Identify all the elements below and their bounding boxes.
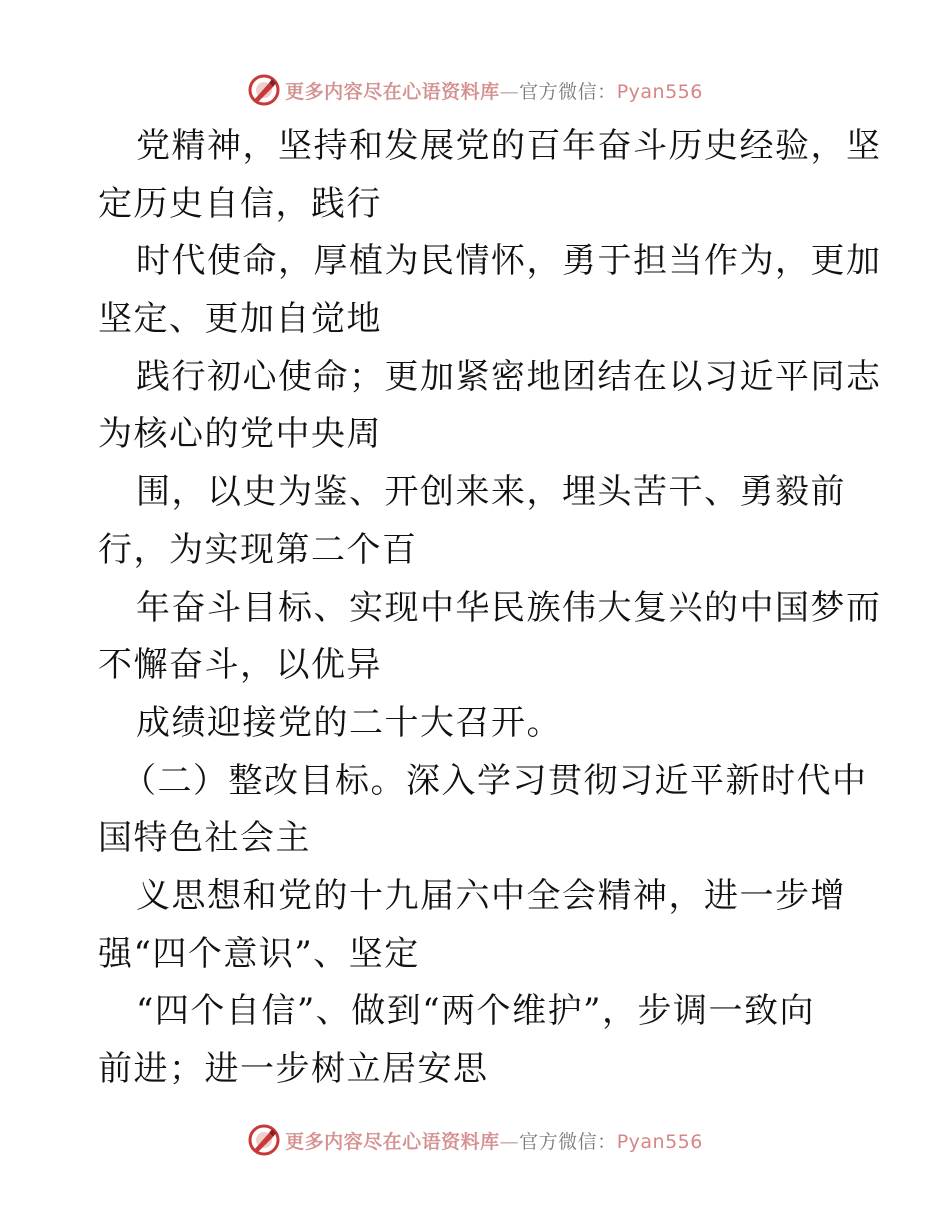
header-banner-id: Pyan556 — [616, 80, 703, 103]
body-line: 行，为实现第二个百 — [98, 529, 418, 570]
footer-banner-id: Pyan556 — [616, 1130, 703, 1153]
header-banner-text — [285, 77, 703, 104]
pen-logo-icon — [247, 1123, 281, 1157]
body-line: 强“四个意识”、坚定 — [98, 933, 420, 974]
body-line: 党精神，坚持和发展党的百年奋斗历史经验，坚 — [136, 126, 882, 166]
body-line: （二）整改目标。深入学习贯彻习近平新时代中 — [122, 760, 868, 801]
body-line: 时代使命，厚植为民情怀，勇于担当作为，更加 — [136, 241, 882, 282]
body-line: 围，以史为鉴、开创来来，埋头苦干、勇毅前 — [136, 472, 846, 513]
body-line: 前进；进一步树立居安思 — [98, 1049, 489, 1089]
footer-banner-text — [285, 1127, 703, 1154]
header-banner-name: 更多内容尽在心语资料库 — [285, 80, 500, 103]
header-banner — [0, 70, 950, 110]
body-line: 国特色社会主 — [98, 818, 311, 859]
body-line: 不懈奋斗，以优异 — [98, 645, 382, 686]
footer-banner — [0, 1120, 950, 1160]
body-line: 年奋斗目标、实现中华民族伟大复兴的中国梦而 — [136, 587, 882, 628]
body-line: 坚定、更加自觉地 — [98, 299, 382, 340]
pen-logo-icon — [247, 73, 281, 107]
footer-banner-official-label: 官方微信： — [519, 1130, 617, 1153]
header-banner-dash: — — [499, 80, 520, 103]
body-line: 践行初心使命；更加紧密地团结在以习近平同志 — [136, 356, 882, 397]
document-body — [98, 118, 882, 1099]
footer-banner-dash: — — [499, 1130, 520, 1153]
header-banner-official-label: 官方微信： — [519, 80, 617, 103]
footer-banner-name: 更多内容尽在心语资料库 — [285, 1130, 500, 1153]
body-line: “四个自信”、做到“两个维护”，步调一致向 — [136, 991, 816, 1032]
body-line: 定历史自信，践行 — [98, 183, 382, 224]
body-line: 义思想和党的十九届六中全会精神，进一步增 — [136, 875, 846, 916]
body-line: 为核心的党中央周 — [98, 414, 382, 455]
body-line: 成绩迎接党的二十大召开。 — [136, 702, 562, 743]
